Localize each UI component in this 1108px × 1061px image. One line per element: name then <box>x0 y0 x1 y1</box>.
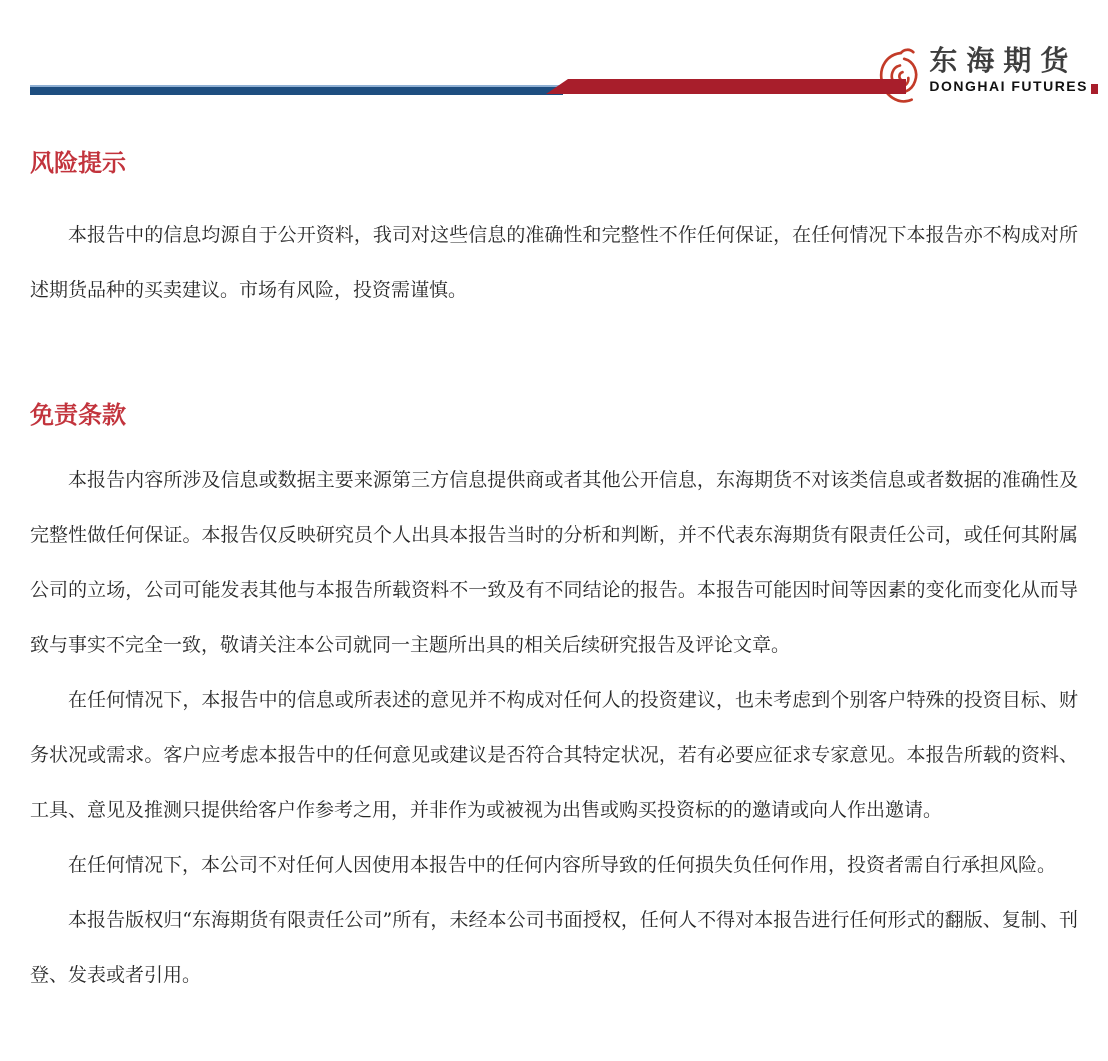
header-rule-red <box>546 79 906 94</box>
brand-name-en-row <box>929 79 1098 94</box>
logo-red-square <box>1091 84 1098 94</box>
disclaimer-paragraph-4: 本报告版权归“东海期货有限责任公司”所有，未经本公司书面授权，任何人不得对本报告进行任何形式的翻版、复制、刊登、发表或者引用。 <box>30 909 1078 986</box>
dragon-logo-icon <box>875 46 925 110</box>
disclaimer-paragraph-2: 在任何情况下，本报告中的信息或所表述的意见并不构成对任何人的投资建议，也未考虑到个别客户特殊的投资目标、财务状况或需求。客户应考虑本报告中的任何意见或建议是否符合其特定状况，若有必要应征求专家意见。本报告所载的资料、工具、意见及推测只提供给客户作参考之用，并非作为或被视为出售或购买投资标的的邀请或向人作出邀请。 <box>30 689 1078 821</box>
section-heading-disclaimer: 免责条款 <box>30 400 126 429</box>
risk-warning-paragraph: 本报告中的信息均源自于公开资料，我司对这些信息的准确性和完整性不作任何保证，在任何情况下本报告亦不构成对所述期货品种的买卖建议。市场有风险，投资需谨慎。 <box>30 224 1078 301</box>
brand-text <box>929 44 1098 94</box>
disclaimer-paragraph-1: 本报告内容所涉及信息或数据主要来源第三方信息提供商或者其他公开信息，东海期货不对该类信息或者数据的准确性及完整性做任何保证。本报告仅反映研究员个人出具本报告当时的分析和判断，并不代表东海期货有限责任公司，或任何其附属公司的立场，公司可能发表其他与本报告所载资料不一致及有不同结论的报告。本报告可能因时间等因素的变化而变化从而导致与事实不完全一致，敬请关注本公司就同一主题所出具的相关后续研究报告及评论文章。 <box>30 469 1078 656</box>
disclaimer-paragraphs <box>30 453 1078 1003</box>
brand-name-cn: 东海期货 <box>929 44 1078 77</box>
brand-logo <box>875 44 1098 110</box>
document-body <box>30 148 1078 1003</box>
brand-name-en: DONGHAI FUTURES <box>929 78 1088 94</box>
disclaimer-paragraph-3: 在任何情况下，本公司不对任何人因使用本报告中的任何内容所导致的任何损失负任何作用，投资者需自行承担风险。 <box>68 854 1057 876</box>
header-rule-blue <box>30 85 563 95</box>
section-heading-risk-warning: 风险提示 <box>30 148 126 177</box>
